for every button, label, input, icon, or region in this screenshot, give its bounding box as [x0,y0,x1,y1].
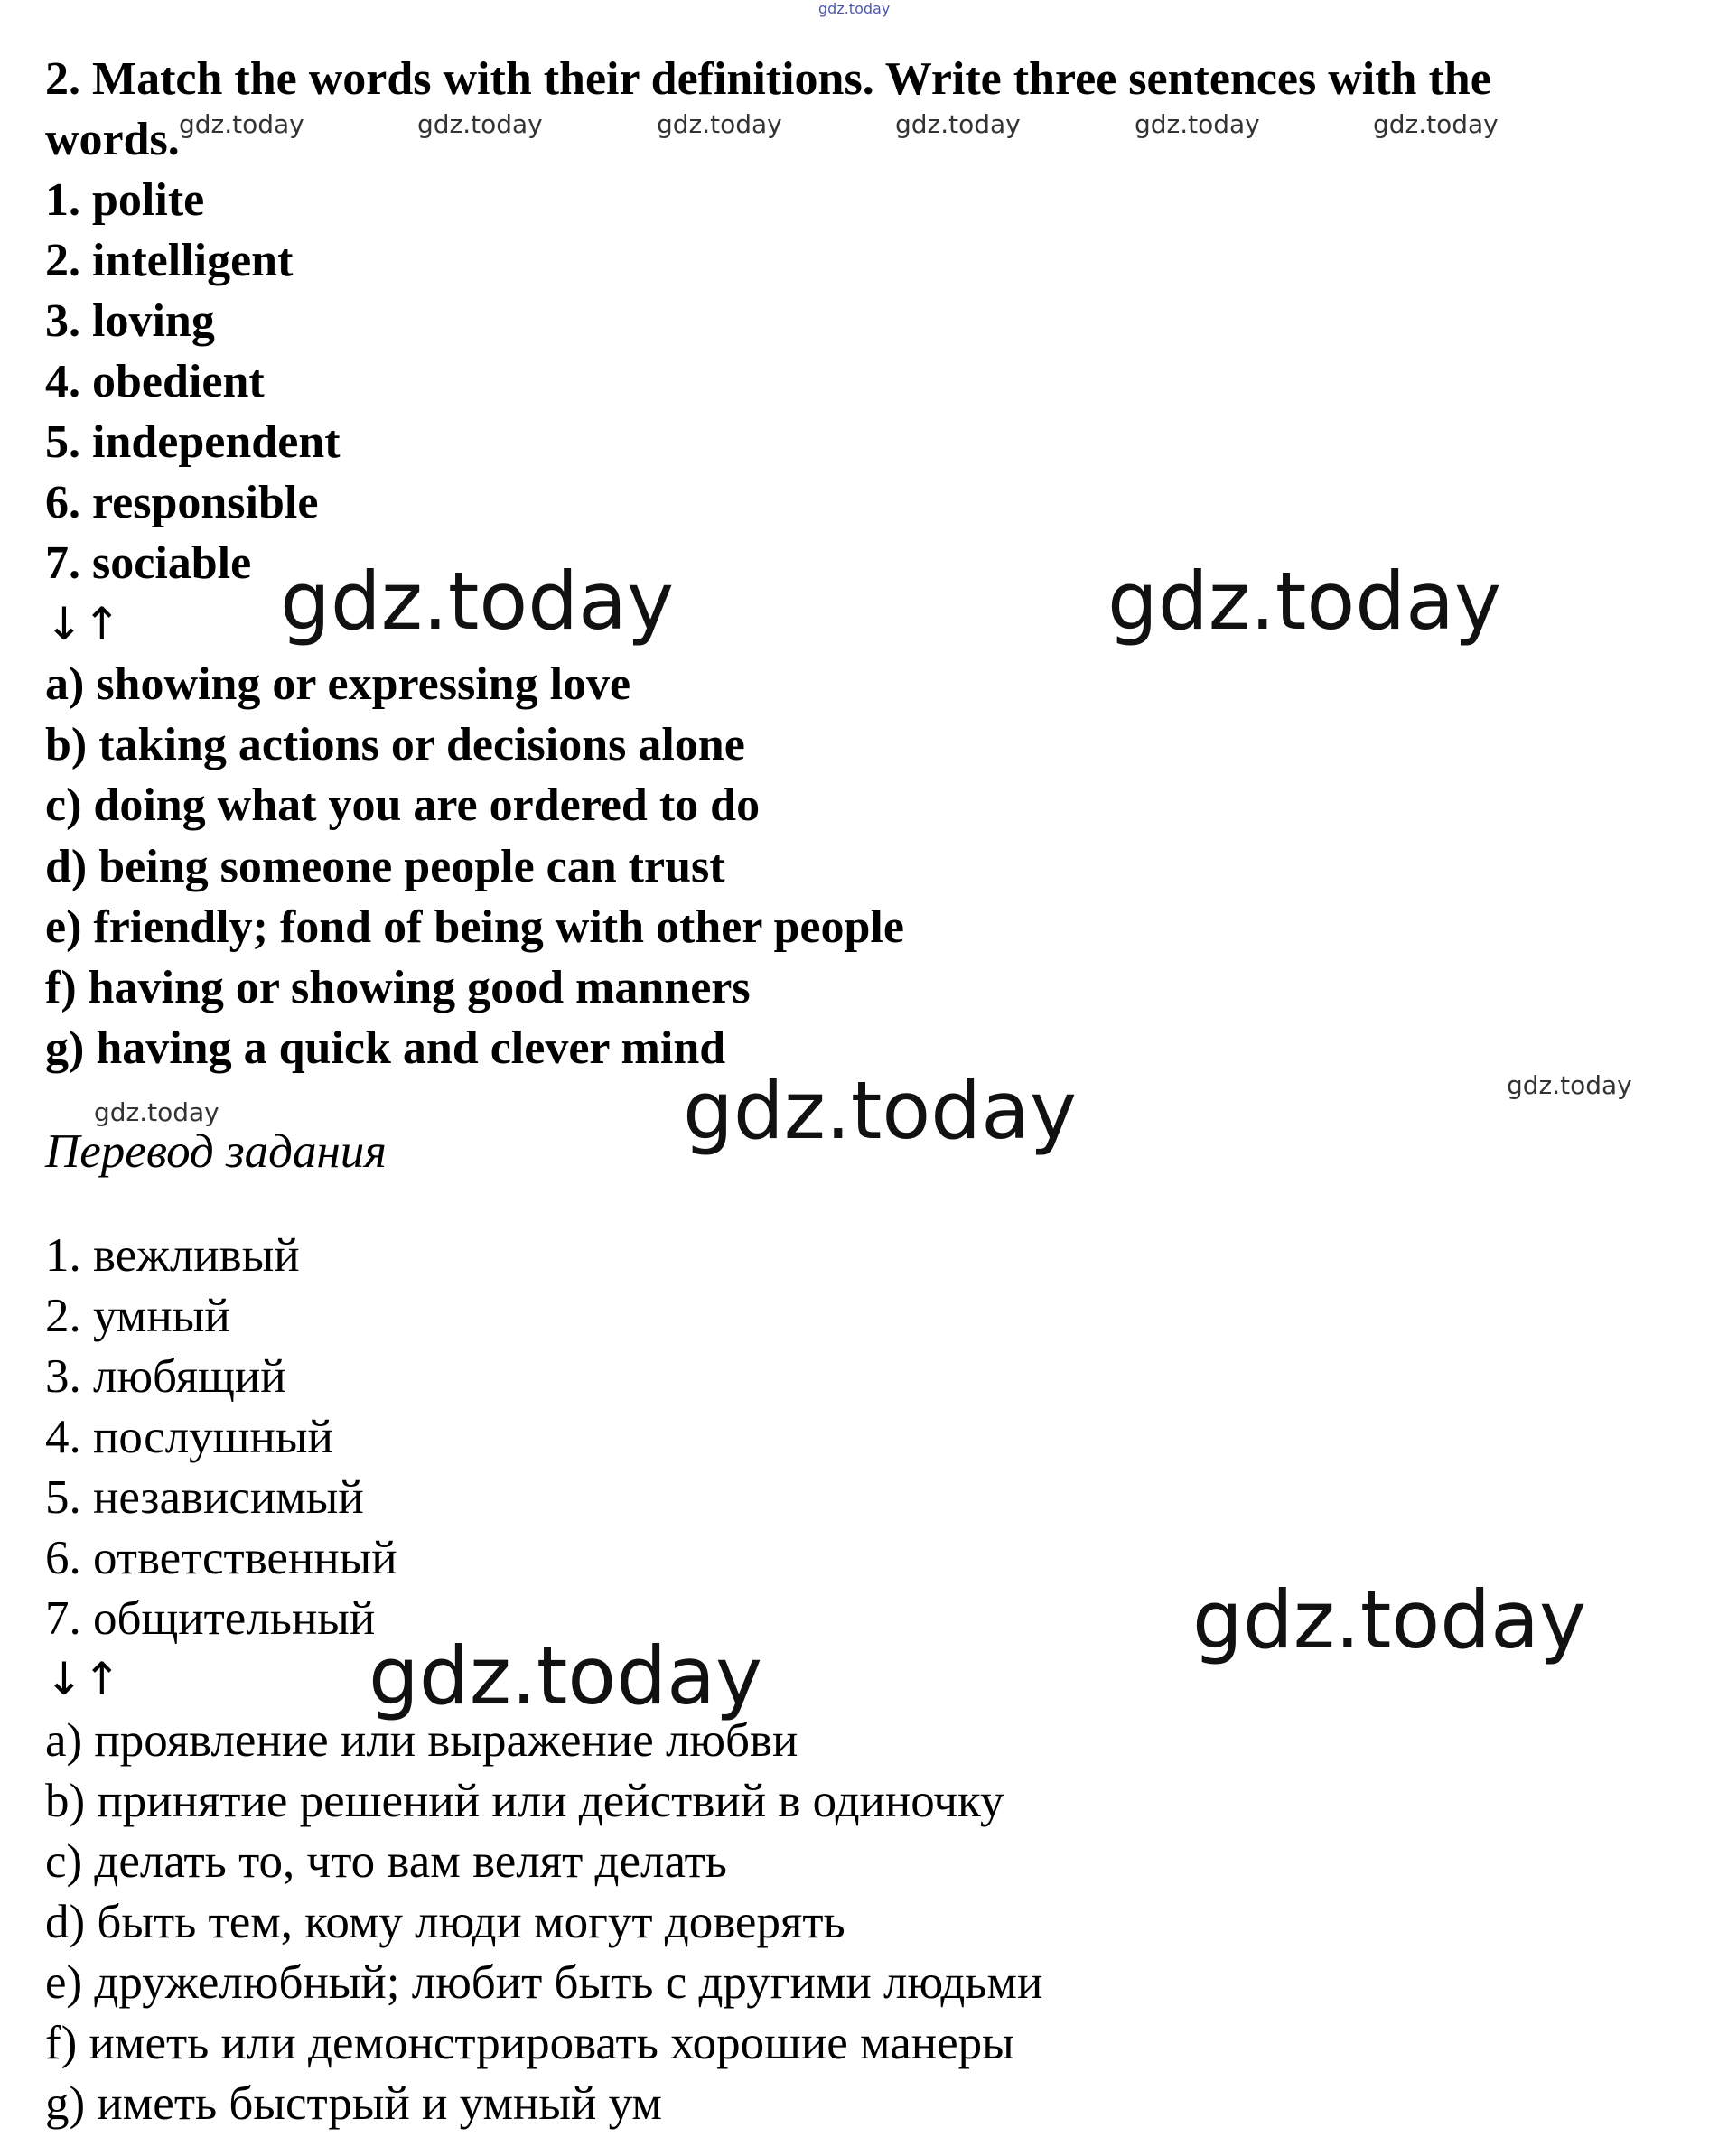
watermark-large: gdz.today [683,1064,1078,1157]
translation-word-item: 7. общительный [45,1592,376,1645]
match-arrows-icon: ↓↑ [45,1653,121,1705]
task-title-continued: words. [45,114,180,165]
translation-word-item: 1. вежливый [45,1229,300,1282]
translation-definition-item: d) быть тем, кому люди могут доверять [45,1896,845,1948]
watermark: gdz.today [1507,1070,1632,1100]
word-item: 6. responsible [45,477,319,528]
definition-item: b) taking actions or decisions alone [45,719,745,770]
translation-word-item: 4. послушный [45,1411,333,1463]
word-item: 5. independent [45,416,341,468]
translation-definition-item: a) проявление или выражение любви [45,1714,798,1767]
watermark-large: gdz.today [1192,1573,1587,1666]
translation-word-item: 5. независимый [45,1471,364,1524]
definition-item: d) being someone people can trust [45,841,725,892]
word-item: 3. loving [45,295,215,347]
translation-definition-item: c) делать то, что вам велят делать [45,1835,727,1888]
match-arrows-icon: ↓↑ [45,598,121,650]
translation-word-item: 2. умный [45,1290,230,1342]
translation-definition-item: e) дружелюбный; любит быть с другими людьми [45,1956,1043,2009]
translation-word-item: 6. ответственный [45,1532,397,1584]
definition-item: e) friendly; fond of being with other people [45,901,904,953]
translation-word-item: 3. любящий [45,1350,286,1403]
word-item: 1. polite [45,174,205,226]
definition-item: g) having a quick and clever mind [45,1022,726,1074]
translation-definition-item: g) иметь быстрый и умный ум [45,2077,662,2130]
watermark: gdz.today [1135,109,1260,139]
watermark: gdz.today [657,109,782,139]
definition-item: f) having or showing good manners [45,962,751,1013]
word-item: 4. obedient [45,356,265,407]
watermark-large: gdz.today [280,555,675,648]
translation-definition-item: b) принятие решений или действий в одиночку [45,1775,1004,1827]
translation-definition-item: f) иметь или демонстрировать хорошие манеры [45,2017,1014,2069]
task-title: 2. Match the words with their definitions. Write three sentences with the [45,53,1491,105]
definition-item: c) doing what you are ordered to do [45,779,761,831]
watermark-large: gdz.today [1107,555,1502,648]
watermark: gdz.today [94,1097,219,1127]
watermark: gdz.today [895,109,1021,139]
word-item: 7. sociable [45,537,252,589]
watermark-large: gdz.today [369,1629,763,1722]
watermark: gdz.today [417,109,543,139]
translation-heading: Перевод задания [45,1125,387,1178]
word-item: 2. intelligent [45,235,294,286]
watermark: gdz.today [179,109,304,139]
watermark: gdz.today [1373,109,1499,139]
watermark-top: gdz.today [818,0,891,17]
definition-item: a) showing or expressing love [45,658,631,710]
